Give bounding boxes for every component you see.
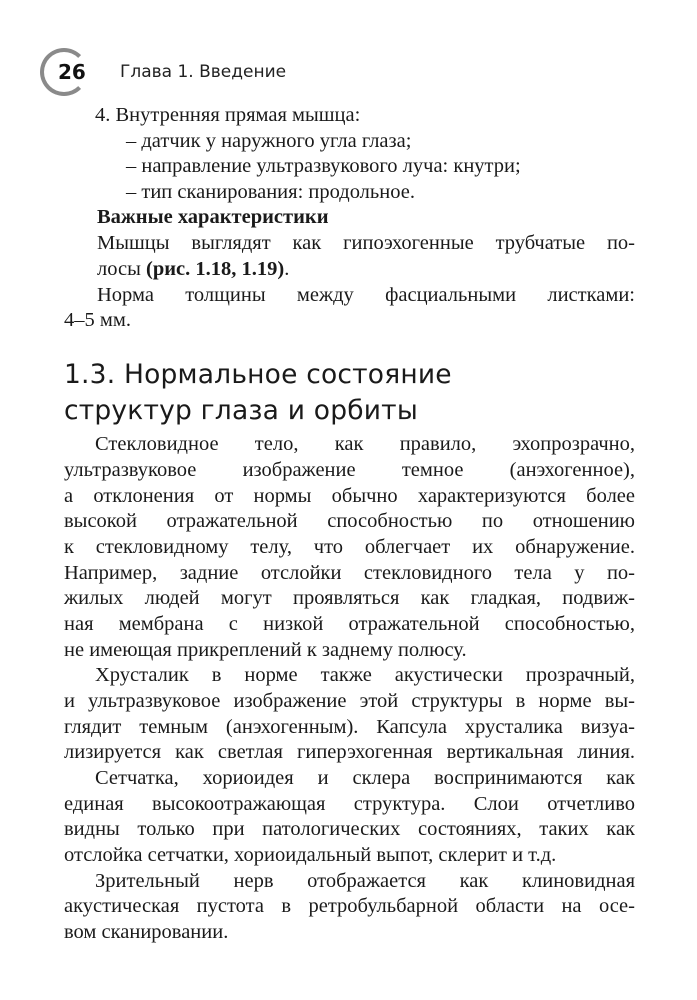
list-item-point: – датчик у наружного угла глаза; [126, 130, 412, 152]
text-line: видны только при патологических состояниях, таких как [64, 818, 635, 840]
section-title [64, 357, 452, 429]
list-item-point: – тип сканирования: продольное. [126, 181, 415, 203]
text-line: ультразвуковое изображение темное (анэхогенное), [64, 459, 635, 481]
text-line: лизируется как светлая гиперэхогенная вертикальная линия. [64, 741, 635, 763]
text-line: и ультразвуковое изображение этой структуры в норме вы- [64, 690, 635, 712]
chapter-title: Глава 1. Введение [120, 62, 287, 82]
text-line: не имеющая прикреплений к заднему полюсу. [64, 639, 467, 661]
important-p2-line1: Норма толщины между фасциальными листками: [97, 284, 635, 306]
important-p1-line1: Мышцы выглядят как гипоэхогенные трубчатые по- [97, 232, 635, 254]
important-p1-line2: лосы (рис. 1.18, 1.19). [97, 258, 290, 280]
list-item-point: – направление ультразвукового луча: кнутри; [126, 155, 521, 177]
text-line: Например, задние отслойки стекловидного тела у по- [64, 562, 635, 584]
text-line: Хрусталик в норме также акустически прозрачный, [95, 664, 635, 686]
text-line: вом сканировании. [64, 921, 229, 943]
text-line: жилых людей могут проявляться как гладкая, подвиж- [64, 587, 635, 609]
important-heading: Важные характеристики [97, 206, 329, 228]
figure-reference: (рис. 1.18, 1.19) [146, 258, 285, 280]
text-line: ная мембрана с низкой отражательной способностью, [64, 613, 635, 635]
text-line: Сетчатка, хориоидея и склера воспринимаются как [95, 767, 635, 789]
text-line: отслойка сетчатки, хориоидальный выпот, склерит и т.д. [64, 844, 557, 866]
section-title-line2: структур глаза и орбиты [64, 395, 418, 426]
important-p2-line2: 4–5 мм. [64, 309, 131, 331]
text-line: Стекловидное тело, как правило, эхопрозрачно, [95, 433, 635, 455]
text-line: высокой отражательной способностью по отношению [64, 510, 635, 532]
list-item-title: 4. Внутренняя прямая мышца: [95, 104, 361, 126]
text-line: а отклонения от нормы обычно характеризуются более [64, 485, 635, 507]
section-title-line1: 1.3. Нормальное состояние [64, 359, 452, 390]
text-line: к стекловидному телу, что облегчает их обнаружение. [64, 536, 635, 558]
page-number: 26 [58, 60, 86, 84]
text-line: единая высокоотражающая структура. Слои отчетливо [64, 793, 635, 815]
text-line: Зрительный нерв отображается как клиновидная [95, 870, 635, 892]
text-line: глядит темным (анэхогенным). Капсула хрусталика визуа- [64, 716, 635, 738]
text-line: акустическая пустота в ретробульбарной области на осе- [64, 895, 635, 917]
